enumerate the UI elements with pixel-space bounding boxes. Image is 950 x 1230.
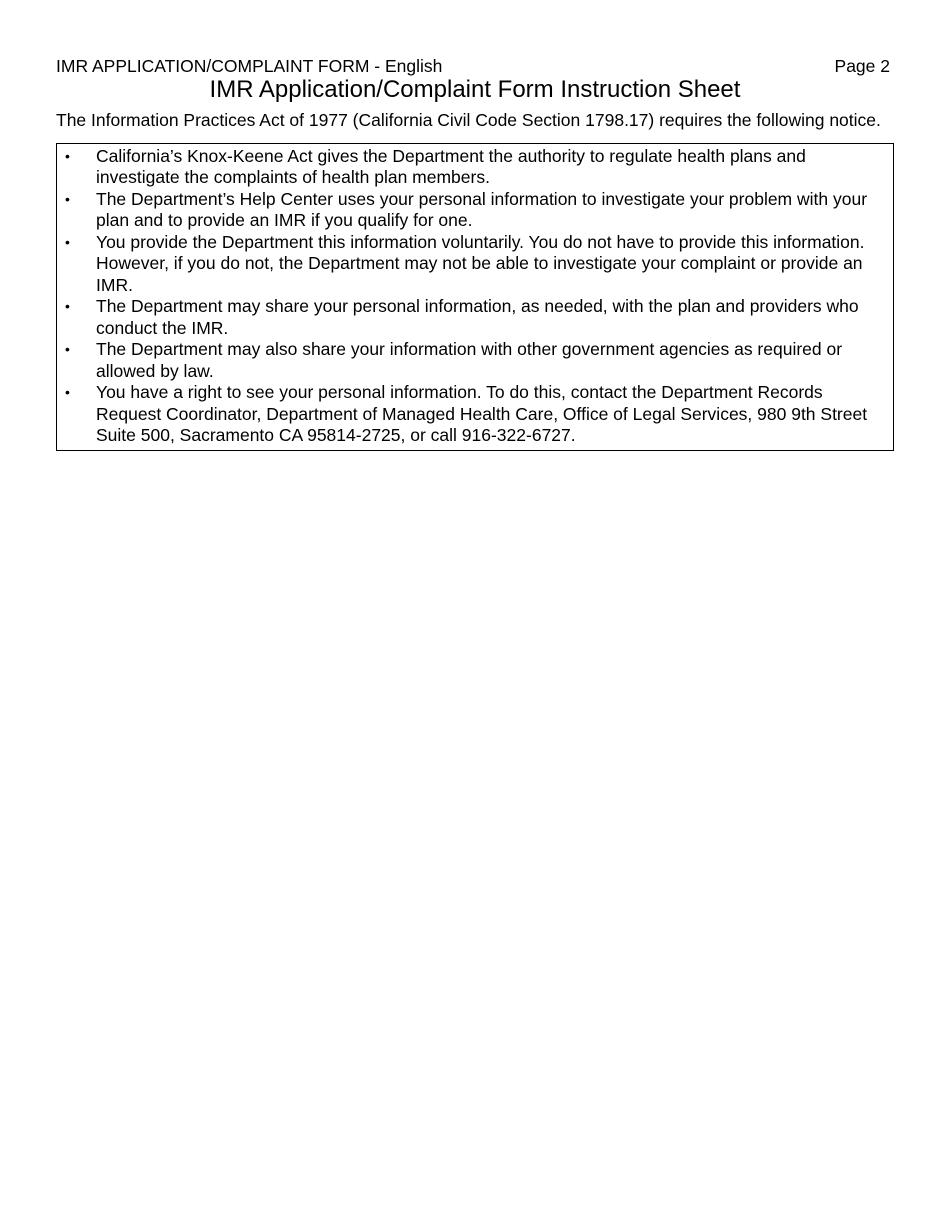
list-item xyxy=(63,296,879,339)
privacy-notice-box xyxy=(56,143,894,451)
bullet-icon: • xyxy=(65,147,70,164)
list-item-text: The Department may also share your information with other government agencies as required or allowed by law. xyxy=(96,339,843,381)
list-item-text: You have a right to see your personal information. To do this, contact the Department Records Request Coordinator, Department of Managed Health Care, Office of Legal Services, 980 9th Street Suite 500, Sacramento CA 95814-2725, or call 916-322-6727. xyxy=(96,382,868,445)
page-title: IMR Application/Complaint Form Instruction Sheet xyxy=(209,76,741,103)
page-number: Page 2 xyxy=(834,56,890,76)
bullet-icon: • xyxy=(65,341,70,357)
list-item-text: You provide the Department this information voluntarily. You do not have to provide this information. However, if you do not, the Department may not be able to investigate your complaint or provide an IMR. xyxy=(96,231,865,295)
list-item xyxy=(63,189,879,232)
list-item xyxy=(63,232,879,297)
list-item xyxy=(63,382,879,447)
bullet-icon: • xyxy=(65,190,70,207)
bullet-icon: • xyxy=(65,298,70,314)
list-item-text: The Department may share your personal information, as needed, with the plan and providers who conduct the IMR. xyxy=(96,296,859,338)
bullet-icon: • xyxy=(65,233,70,250)
privacy-notice-list xyxy=(63,146,879,447)
page-header xyxy=(56,56,894,77)
bullet-icon: • xyxy=(65,384,70,400)
list-item xyxy=(63,339,879,382)
list-item-text: The Department’s Help Center uses your personal information to investigate your problem with your plan and to provide an IMR if you qualify for one. xyxy=(96,188,868,230)
document-page xyxy=(56,56,894,451)
list-item xyxy=(63,146,879,189)
form-name: IMR APPLICATION/COMPLAINT FORM - English xyxy=(56,56,443,76)
intro-paragraph: The Information Practices Act of 1977 (California Civil Code Section 1798.17) requires the following notice. xyxy=(56,110,881,130)
list-item-text: California’s Knox-Keene Act gives the Department the authority to regulate health plans and investigate the complaints of health plan members. xyxy=(96,145,806,187)
